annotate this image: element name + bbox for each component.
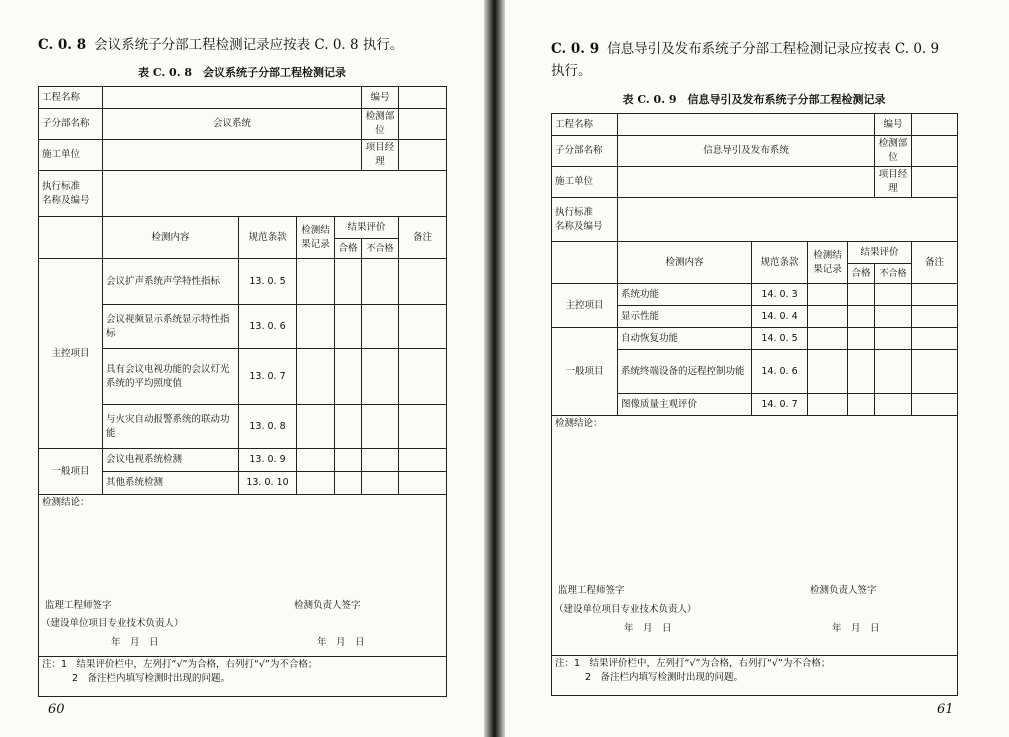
label-main-items: 主控项目 xyxy=(552,284,618,328)
header-content: 检测内容 xyxy=(618,242,752,284)
page-number: 60 xyxy=(48,702,65,717)
header-pass: 合格 xyxy=(848,264,875,284)
table-row-content: 系统功能 xyxy=(618,284,752,306)
label-standard: 执行标准 名称及编号 xyxy=(552,198,618,242)
clause-c-0-8: C. 0. 8 会议系统子分部工程检测记录应按表 C. 0. 8 执行。 xyxy=(38,37,404,53)
conclusion-section xyxy=(39,495,447,657)
date-left: 年 月 日 xyxy=(111,637,159,648)
header-evaluation: 结果评价 xyxy=(335,217,399,239)
conclusion-label: 检测结论： xyxy=(555,418,603,429)
table-row-clause: 13. 0. 10 xyxy=(239,472,297,495)
table-row-content: 自动恢复功能 xyxy=(618,328,752,350)
right-page xyxy=(505,0,1009,737)
date-left: 年 月 日 xyxy=(624,623,672,634)
header-clause: 规范条款 xyxy=(239,217,297,259)
note-2: 2 备注栏内填写检测时出现的问题。 xyxy=(585,672,744,683)
table-row-clause: 14. 0. 6 xyxy=(752,350,808,394)
conclusion-section xyxy=(552,416,958,656)
notes xyxy=(552,656,958,696)
date-right: 年 月 日 xyxy=(317,637,365,648)
table-row-content: 系统终端设备的远程控制功能 xyxy=(618,350,752,394)
note-1: 注：1 结果评价栏中，左列打“√”为合格，右列打“√”为不合格； xyxy=(555,658,831,669)
label-contractor: 施工单位 xyxy=(552,167,618,198)
clause-c-0-9: C. 0. 9 信息导引及发布系统子分部工程检测记录应按表 C. 0. 9 执行。 xyxy=(551,41,940,79)
table-row-content: 与火灾自动报警系统的联动功能 xyxy=(103,405,239,449)
label-project-name: 工程名称 xyxy=(552,114,618,136)
header-result: 检测结 果记录 xyxy=(297,217,335,259)
table-row-clause: 13. 0. 6 xyxy=(239,305,297,349)
subsection-value: 信息导引及发布系统 xyxy=(618,136,875,167)
notes xyxy=(39,657,447,697)
label-subsection: 子分部名称 xyxy=(552,136,618,167)
label-project-manager: 项目经理 xyxy=(362,140,399,171)
header-clause: 规范条款 xyxy=(752,242,808,284)
supervisor-sign: 监理工程师签字 xyxy=(45,600,112,611)
table-row-content: 其他系统检测 xyxy=(103,472,239,495)
table-row-clause: 14. 0. 4 xyxy=(752,306,808,328)
supervisor-sign: 监理工程师签字 xyxy=(558,585,625,596)
table-row-clause: 14. 0. 7 xyxy=(752,394,808,416)
header-fail: 不合格 xyxy=(362,239,399,259)
table-title: 表 C. 0. 9 信息导引及发布系统子分部工程检测记录 xyxy=(622,93,886,106)
table-row-content: 具有会议电视功能的会议灯光系统的平均照度值 xyxy=(103,349,239,405)
table-row-clause: 13. 0. 9 xyxy=(239,449,297,472)
label-project-manager: 项目经理 xyxy=(875,167,912,198)
table-row-clause: 14. 0. 3 xyxy=(752,284,808,306)
tester-sign: 检测负责人签字 xyxy=(294,600,361,611)
label-test-part: 检测部位 xyxy=(362,109,399,140)
note-1: 注：1 结果评价栏中，左列打“√”为合格，右列打“√”为不合格； xyxy=(42,659,318,670)
label-general-items: 一般项目 xyxy=(39,449,103,495)
table-row-content: 会议电视系统检测 xyxy=(103,449,239,472)
owner-rep-label: （建设单位项目专业技术负责人） xyxy=(554,604,697,615)
table-row-content: 显示性能 xyxy=(618,306,752,328)
record-table-c-0-8 xyxy=(38,86,447,697)
table-row-content: 会议扩声系统声学特性指标 xyxy=(103,259,239,305)
label-contractor: 施工单位 xyxy=(39,140,103,171)
header-fail: 不合格 xyxy=(875,264,912,284)
label-test-part: 检测部位 xyxy=(875,136,912,167)
table-title: 表 C. 0. 8 会议系统子分部工程检测记录 xyxy=(137,66,347,79)
header-pass: 合格 xyxy=(335,239,362,259)
header-content: 检测内容 xyxy=(103,217,239,259)
table-row-clause: 13. 0. 8 xyxy=(239,405,297,449)
table-row-clause: 13. 0. 5 xyxy=(239,259,297,305)
conclusion-label: 检测结论： xyxy=(42,497,90,508)
page-number: 61 xyxy=(937,702,954,717)
note-2: 2 备注栏内填写检测时出现的问题。 xyxy=(72,673,231,684)
header-remarks: 备注 xyxy=(912,242,958,284)
header-evaluation: 结果评价 xyxy=(848,242,912,264)
table-row-content: 会议视频显示系统显示特性指标 xyxy=(103,305,239,349)
record-table-c-0-9 xyxy=(551,113,958,696)
label-number: 编号 xyxy=(362,87,399,109)
book-spine xyxy=(484,0,505,737)
label-standard: 执行标准 名称及编号 xyxy=(39,171,103,217)
table-row-content: 图像质量主观评价 xyxy=(618,394,752,416)
label-number: 编号 xyxy=(875,114,912,136)
subsection-value: 会议系统 xyxy=(103,109,362,140)
label-main-items: 主控项目 xyxy=(39,259,103,449)
label-subsection: 子分部名称 xyxy=(39,109,103,140)
table-row-clause: 13. 0. 7 xyxy=(239,349,297,405)
owner-rep-label: （建设单位项目专业技术负责人） xyxy=(41,618,184,629)
header-result: 检测结 果记录 xyxy=(808,242,848,284)
label-general-items: 一般项目 xyxy=(552,328,618,416)
table-row-clause: 14. 0. 5 xyxy=(752,328,808,350)
tester-sign: 检测负责人签字 xyxy=(810,585,877,596)
header-remarks: 备注 xyxy=(399,217,447,259)
date-right: 年 月 日 xyxy=(832,623,880,634)
left-page xyxy=(0,0,484,737)
label-project-name: 工程名称 xyxy=(39,87,103,109)
